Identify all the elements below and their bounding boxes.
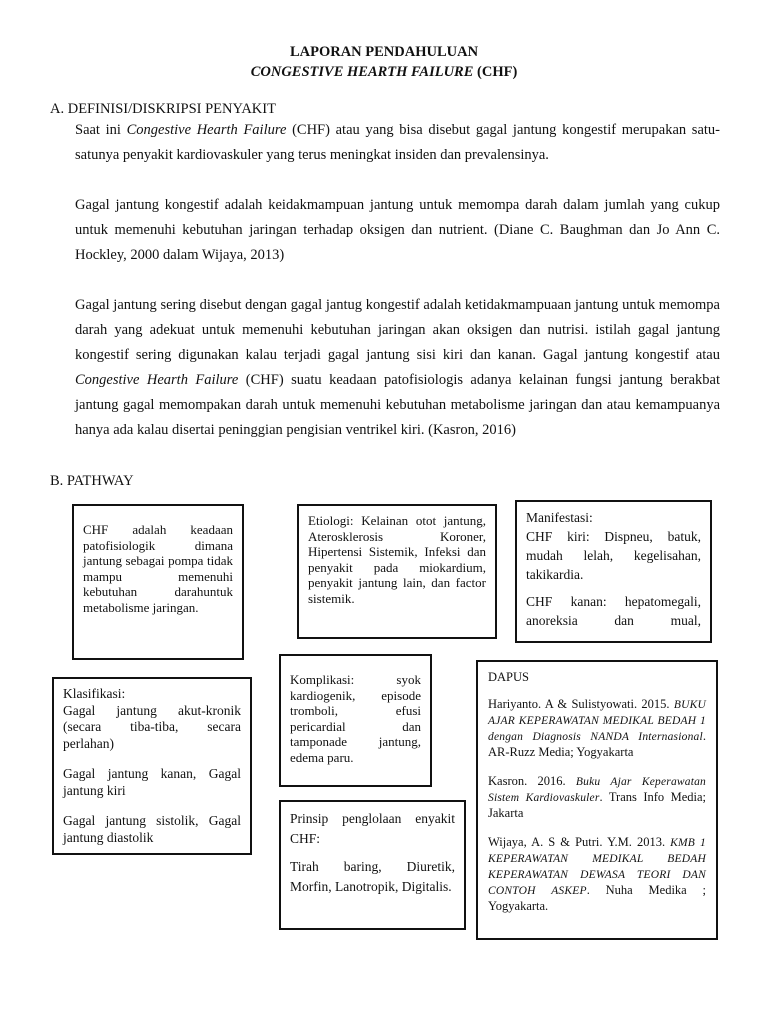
p1-post: (CHF) atau yang bisa disebut gagal jantung kongestif merupakan satu-satunya penyakit kardiovaskuler yang terus meningkat insiden dan prevalensinya. xyxy=(75,122,720,163)
section-a-body xyxy=(75,118,720,443)
p1-pre: Saat ini xyxy=(75,122,127,138)
paragraph-1 xyxy=(75,118,720,168)
paragraph-2: Gagal jantung kongestif adalah keidakmampuan jantung untuk memompa darah dalam jumlah yang cukup untuk memenuhi kebutuhan jaringan terhadap oksigen dan nutrient. (Diane C. Baughman dan Jo Ann C. Hockley, 2000 dalam Wijaya, 2013) xyxy=(75,197,720,263)
manifestasi-title: Manifestasi: xyxy=(526,510,593,525)
ref3-post: . Nuha Medika ; Yogyakarta. xyxy=(488,883,706,913)
komplikasi-text: Komplikasi: syok kardiogenik, episode tromboli, efusi pericardial dan tamponade jantung, edema paru. xyxy=(290,672,421,765)
klasifikasi-line-2: Gagal jantung kanan, Gagal jantung kiri xyxy=(63,766,241,798)
p3-italic: Congestive Hearth Failure xyxy=(75,372,239,388)
pathway-box-komplikasi xyxy=(279,654,432,787)
dapus-ref-2 xyxy=(488,774,706,821)
dapus-ref-3 xyxy=(488,835,706,914)
ref2-post: . Trans Info Media; Jakarta xyxy=(488,790,706,820)
pathway-box-manifestasi xyxy=(515,500,712,643)
klasifikasi-line-1: Gagal jantung akut-kronik (secara tiba-tiba, secara perlahan) xyxy=(63,702,241,751)
section-a-heading: A. DEFINISI/DISKRIPSI PENYAKIT xyxy=(50,101,276,117)
ref2-italic: Buku Ajar Keperawatan Sistem Kardiovaskuler xyxy=(488,776,707,804)
ref3-italic: KMB 1 KEPERAWATAN MEDIKAL BEDAH KEPERAWATAN DEWASA TEORI DAN CONTOH ASKEP xyxy=(488,837,706,897)
klasifikasi-line-3: Gagal jantung sistolik, Gagal jantung diastolik xyxy=(63,813,241,845)
section-b-heading: B. PATHWAY xyxy=(50,473,134,489)
prinsip-title: Prinsip penglolaan enyakit CHF: xyxy=(290,811,455,846)
subtitle-suffix: (CHF) xyxy=(473,64,518,80)
ref1-pre: Hariyanto. A & Sulistyowati. 2015. xyxy=(488,697,670,711)
manifestasi-kanan: CHF kanan: hepatomegali, anoreksia dan mual, xyxy=(526,594,701,628)
p3-post: (CHF) suatu keadaan patofisiologis adanya kelainan fungsi jantung berakbat jantung gagal memompakan darah untuk memenuhi kebutuhan metabolisme jaringan dan atau kemampuanya hanya ada kalau disertai peninggian pengisian ventrikel kiri. (Kasron, 2016) xyxy=(75,372,720,438)
ref1-post: . AR-Ruzz Media; Yogyakarta xyxy=(488,729,706,759)
document-subtitle xyxy=(0,64,768,81)
dapus-ref-1 xyxy=(488,697,706,760)
pathway-box-klasifikasi xyxy=(52,677,252,855)
document-title: LAPORAN PENDAHULUAN xyxy=(289,44,479,60)
klasifikasi-title: Klasifikasi: xyxy=(63,686,126,701)
definition-text: CHF adalah keadaan patofisiologik dimana jantung sebagai pompa tidak mampu memenuhi kebutuhan darahuntuk metabolisme jaringan. xyxy=(83,522,233,615)
etiologi-text: Etiologi: Kelainan otot jantung, Aterosklerosis Koroner, Hipertensi Sistemik, Infeksi dan penyakit pada miokardium, penyakit jantung lain, dan factor sistemik. xyxy=(308,513,486,606)
paragraph-3 xyxy=(75,293,720,443)
p1-italic: Congestive Hearth Failure xyxy=(126,122,287,138)
pathway-box-prinsip xyxy=(279,800,466,930)
pathway-box-etiologi xyxy=(297,504,497,639)
manifestasi-kiri: CHF kiri: Dispneu, batuk, mudah lelah, kegelisahan, takikardia. xyxy=(526,529,701,582)
p3-pre: Gagal jantung sering disebut dengan gagal jantug kongestif adalah ketidakmampuaan jantung untuk memompa darah yang adekuat untuk memenuhi kebutuhan jaringan akan oksigen dan nutrisi. istilah gagal jantung kongestif sering digunakan kalau terjadi gagal jantung sisi kiri dan kanan. Gagal jantung kongestif atau xyxy=(75,297,720,363)
pathway-box-dapus xyxy=(476,660,718,940)
ref2-pre: Kasron. 2016. xyxy=(488,774,566,788)
ref1-italic: BUKU AJAR KEPERAWATAN MEDIKAL BEDAH 1 dengan Diagnosis NANDA Internasional xyxy=(488,699,707,743)
prinsip-body: Tirah baring, Diuretik, Morfin, Lanotropik, Digitalis. xyxy=(290,859,455,894)
dapus-title: DAPUS xyxy=(488,670,529,684)
subtitle-italic: CONGESTIVE HEARTH FAILURE xyxy=(250,64,474,80)
ref3-pre: Wijaya, A. S & Putri. Y.M. 2013. xyxy=(488,835,666,849)
pathway-box-definition xyxy=(72,504,244,660)
